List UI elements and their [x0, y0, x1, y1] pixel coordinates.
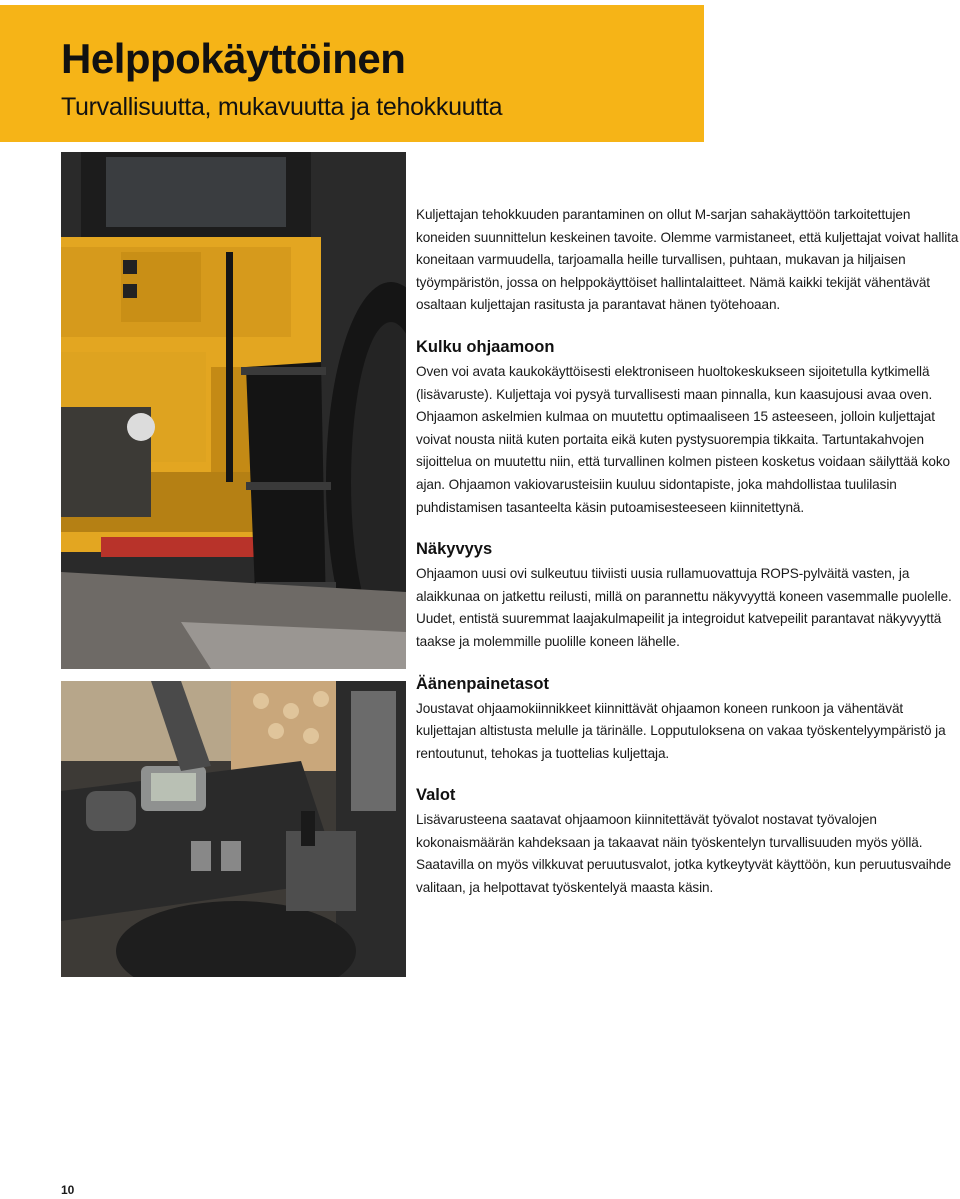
section-heading: Näkyvyys: [416, 540, 493, 559]
cab-access-steps-photo: [61, 152, 406, 669]
section-body: Oven voi avata kaukokäyttöisesti elektroniseen huoltokeskukseen sijoitetulla kytkimellä (lisävaruste). Kuljettaja voi pysyä turvallisesti maan pinnalla, kun kaasujousi avaa oven. Ohjaamon askelmien kulmaa on muutettu optimaaliseen 15 asteeseen, jolloin kuljettajat voivat nousta niitä kuten portaita eikä kuten pystysuorempia tikkaita. Tartuntakahvojen sijoittelua on muutettu niin, että turvallinen kolmen pisteen kosketus voidaan säilyttää koko ajan. Ohjaamon vakiovarusteisiin kuuluu sidontapiste, joka mahdollistaa tuulilasin puhdistamisen tasanteelta käsin putoamisesteeseen kiinnitettynä.: [416, 363, 951, 515]
title-banner: [0, 5, 704, 142]
section-visibility: [416, 538, 960, 653]
text-column: [416, 204, 960, 900]
page-subtitle: Turvallisuutta, mukavuutta ja tehokkuutta: [61, 93, 503, 121]
section-body: Lisävarusteena saatavat ohjaamoon kiinnitettävät työvalot nostavat työvalojen kokonaismäärän kahdeksaan ja takaavat näin työskentelyn turvallisuuden myös yöllä. Saatavilla on myös vilkkuvat peruutusvalot, jotka kytkeytyvät käyttöön, kun peruutusvaihde valitaan, ja helpottavat työskentelyä maasta käsin.: [416, 812, 952, 896]
page-number: 10: [61, 1183, 75, 1197]
intro-paragraph: Kuljettajan tehokkuuden parantaminen on ollut M-sarjan sahakäyttöön tarkoitettujen koneiden suunnittelun keskeinen tavoite. Olemme varmistaneet, että kuljettajat voivat hallita koneitaan varmuudella, tarjoamalla heille turvallisen, puhtaan, mukavan ja hiljaisen työympäristön, jossa on helppokäyttöiset hallintalaitteet. Nämä kaikki tekijät vähentävät osaltaan kuljettajan rasitusta ja parantavat hänen työtehoaan.: [416, 207, 959, 313]
section-heading: Äänenpainetasot: [416, 674, 549, 693]
section-access: [416, 336, 960, 519]
section-lights: [416, 784, 960, 899]
cab-interior-photo: [61, 681, 406, 977]
section-sound-levels: [416, 673, 960, 766]
section-heading: Kulku ohjaamoon: [416, 337, 555, 356]
section-body: Joustavat ohjaamokiinnikkeet kiinnittävät ohjaamon koneen runkoon ja vähentävät kuljettajan altistusta melulle ja tärinälle. Lopputuloksena on vakaa työskentelyympäristö ja rentoutunut, tehokas ja tuottelias kuljettaja.: [416, 700, 946, 761]
page-title: Helppokäyttöinen: [61, 35, 406, 82]
section-body: Ohjaamon uusi ovi sulkeutuu tiiviisti uusia rullamuovattuja ROPS-pylväitä vasten, ja alaikkunaa on jatkettu reilusti, millä on parannettu näkyvyyttä koneen vasemmalle puolelle. Uudet, entistä suuremmat laajakulmapeilit ja integroidut katvepeilit parantavat näkyvyyttä taakse ja molemmille puolille koneen lähelle.: [416, 566, 952, 649]
section-heading: Valot: [416, 786, 456, 805]
